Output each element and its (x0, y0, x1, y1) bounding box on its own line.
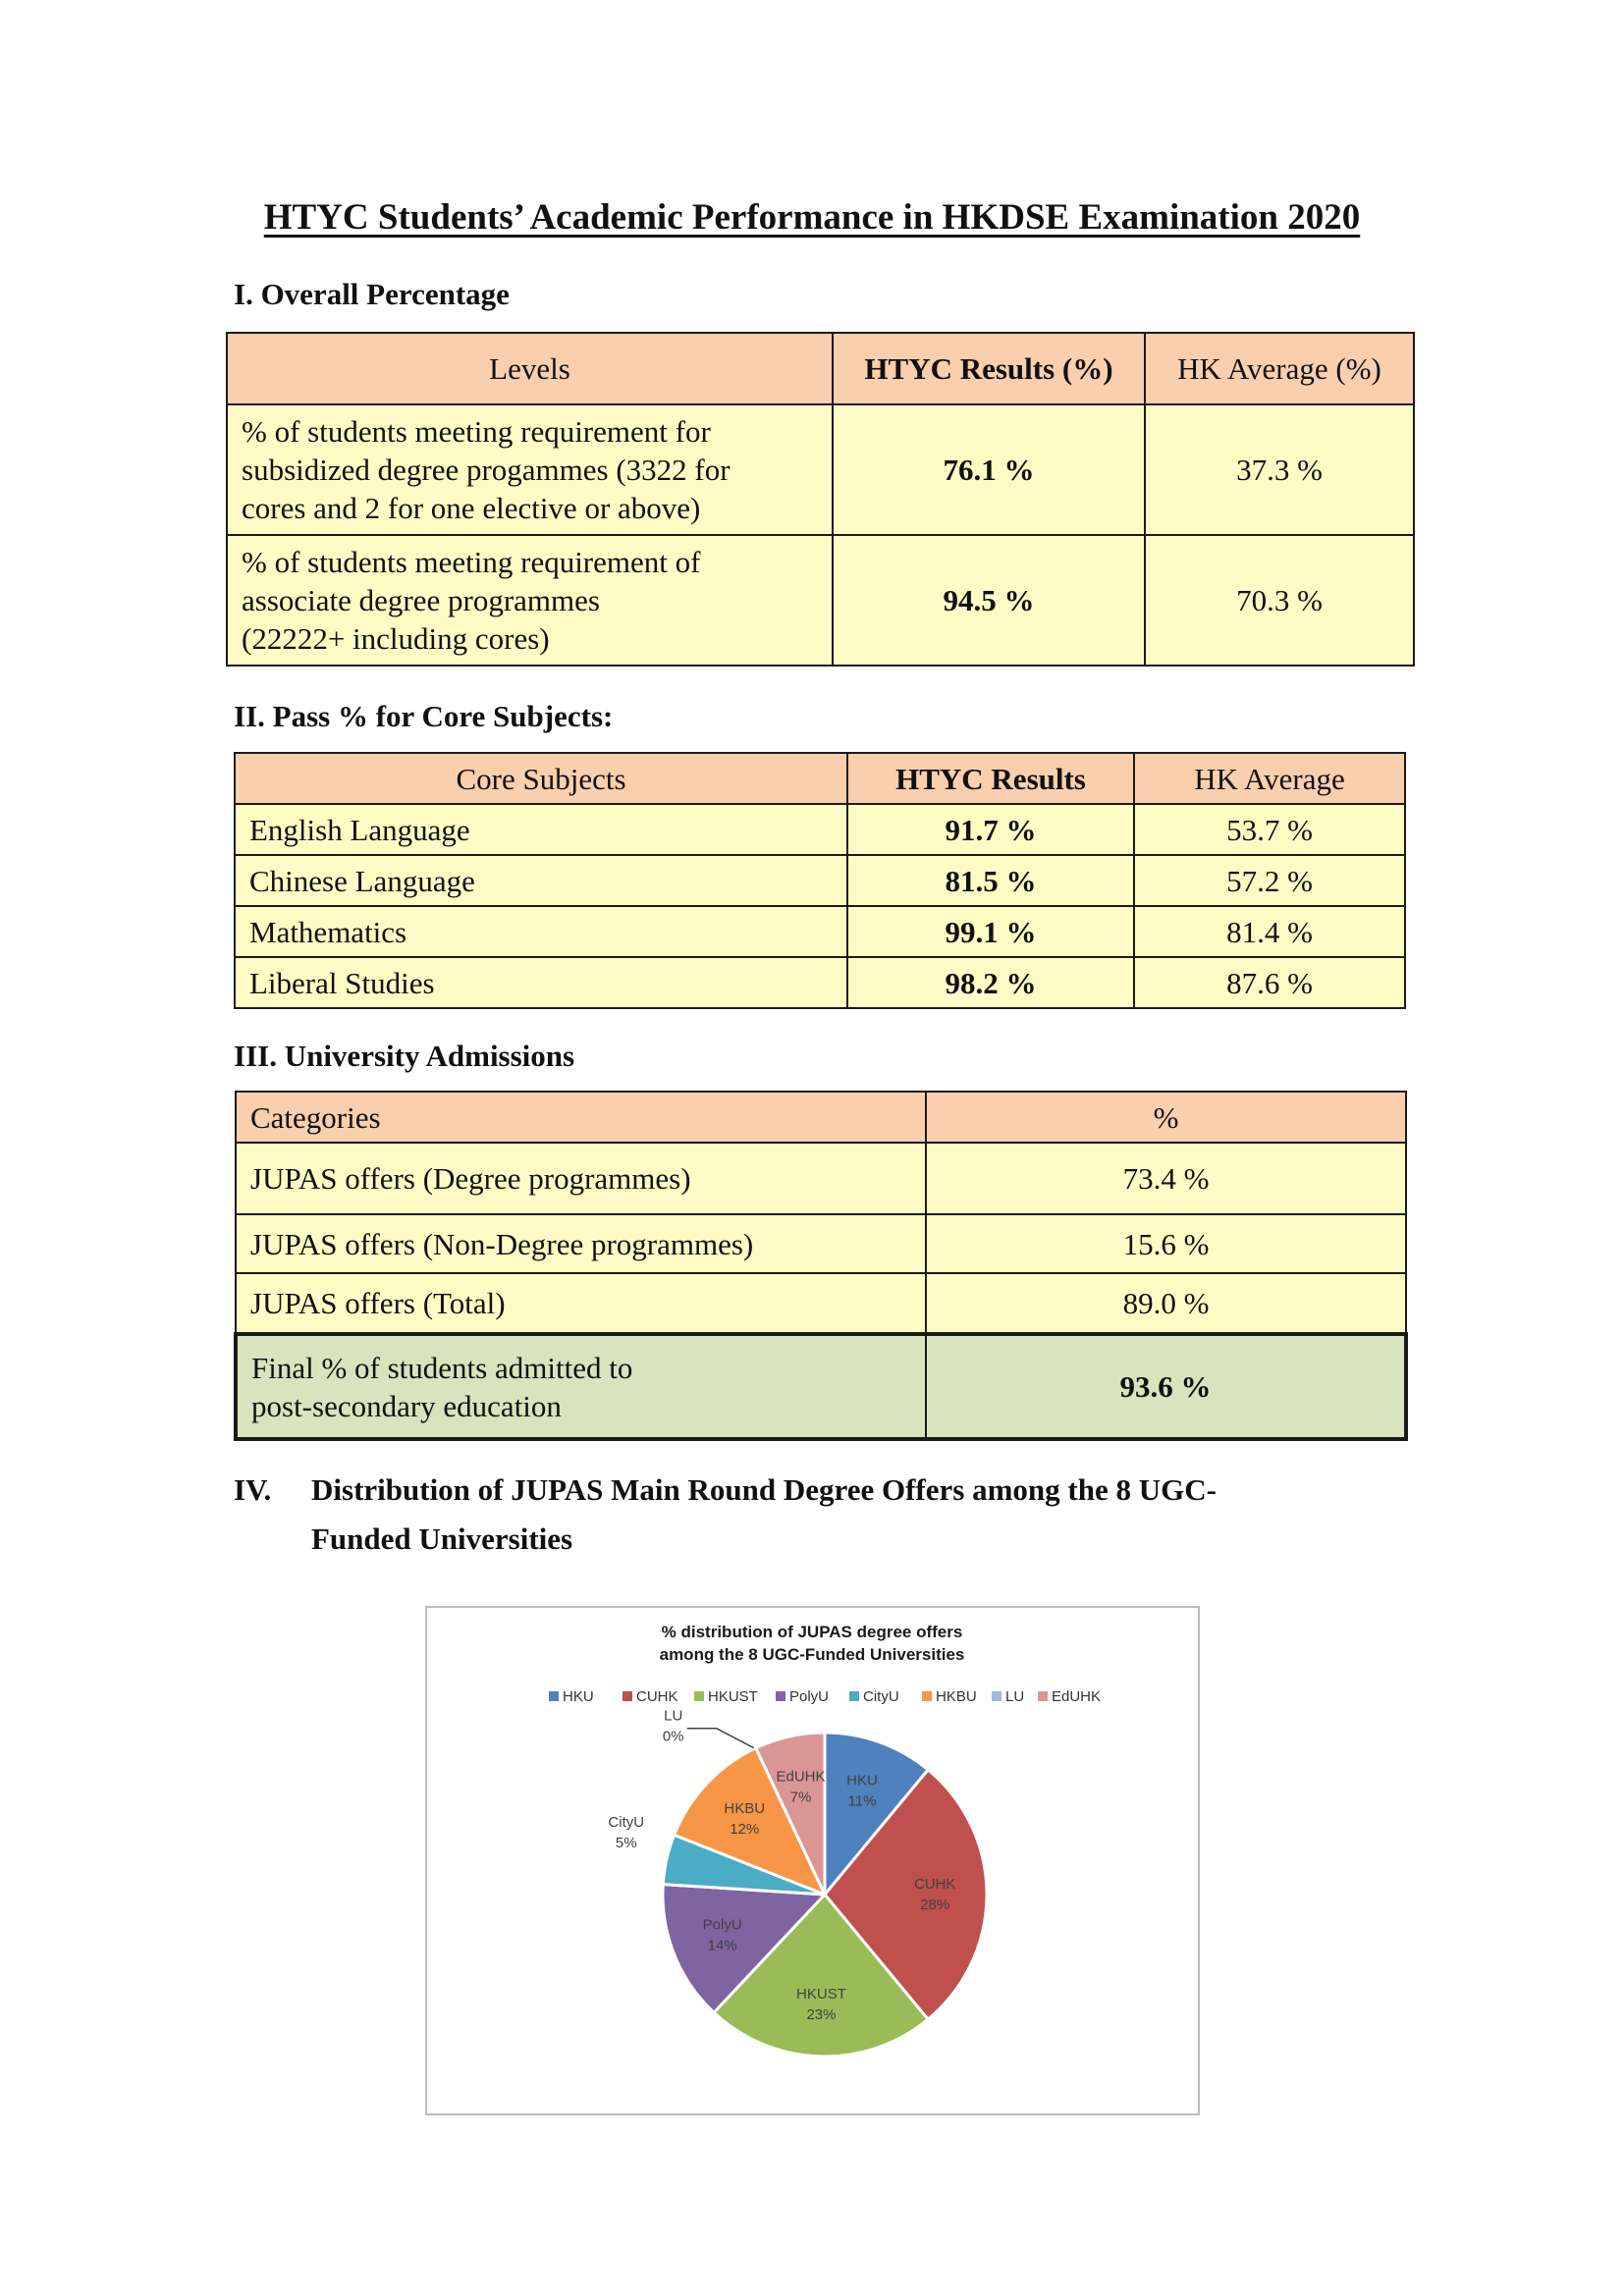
level-line: (22222+ including cores) (242, 621, 550, 656)
legend-swatch-hkbu (922, 1691, 932, 1701)
table-row (227, 404, 1414, 535)
table-row (236, 1143, 1406, 1214)
slice-value-hku: 11% (847, 1792, 877, 1810)
legend-label-hkbu: HKBU (936, 1688, 977, 1705)
table-header-row (227, 333, 1414, 404)
level-line: % of students meeting requirement of (242, 545, 701, 579)
legend-label-hku: HKU (563, 1688, 594, 1705)
slice-value-hkbu: 12% (730, 1821, 760, 1839)
legend-swatch-hku (549, 1691, 559, 1701)
level-description (227, 535, 833, 666)
level-line: cores and 2 for one elective or above) (242, 491, 701, 525)
section-2-heading: II. Pass % for Core Subjects: (234, 699, 614, 733)
slice-label-lu: LU (664, 1707, 683, 1725)
header-levels: Levels (227, 333, 833, 404)
category-name: JUPAS offers (Total) (236, 1273, 926, 1334)
overall-percentage-table (226, 332, 1415, 667)
subject-name: Liberal Studies (235, 957, 847, 1008)
table-row (236, 1273, 1406, 1334)
htyc-value: 99.1 % (847, 906, 1134, 957)
final-label-line: Final % of students admitted to (251, 1350, 633, 1385)
table-header-row (236, 1092, 1406, 1143)
section-4-heading-line-1: Distribution of JUPAS Main Round Degree Offers among the 8 UGC- (311, 1472, 1217, 1507)
section-3-heading: III. University Admissions (234, 1039, 575, 1073)
table-header-row (235, 753, 1405, 804)
slice-label-cityu: CityU (608, 1814, 645, 1832)
legend-label-cuhk: CUHK (636, 1688, 678, 1705)
final-label-line: post-secondary education (251, 1388, 562, 1423)
chart-title-line-1: % distribution of JUPAS degree offers (661, 1623, 963, 1641)
slice-value-cityu: 5% (615, 1835, 637, 1852)
chart-legend (549, 1688, 1101, 1705)
slice-value-polyu: 14% (707, 1937, 737, 1954)
legend-swatch-polyu (776, 1691, 785, 1701)
core-subjects-table (234, 752, 1406, 1009)
table-row (236, 1214, 1406, 1273)
hk-value: 70.3 % (1145, 535, 1414, 666)
category-value: 73.4 % (926, 1143, 1406, 1214)
table-row (235, 855, 1405, 906)
section-1-heading: I. Overall Percentage (234, 277, 510, 311)
level-line: associate degree programmes (242, 583, 600, 617)
slice-value-eduhk: 7% (789, 1789, 812, 1806)
slice-label-hkust: HKUST (796, 1986, 846, 2003)
header-hk-average: HK Average (1134, 753, 1405, 804)
header-htyc-results: HTYC Results (%) (833, 333, 1145, 404)
category-value: 15.6 % (926, 1214, 1406, 1273)
table-row (227, 535, 1414, 666)
legend-label-eduhk: EdUHK (1052, 1688, 1102, 1705)
slice-value-cuhk: 28% (920, 1896, 950, 1913)
header-hk-average: HK Average (%) (1145, 333, 1414, 404)
level-line: subsidized degree progammes (3322 for (242, 453, 731, 487)
header-htyc-results: HTYC Results (847, 753, 1134, 804)
leader-line-lu (687, 1729, 754, 1748)
legend-label-polyu: PolyU (789, 1688, 830, 1705)
level-description (227, 404, 833, 535)
document-title: HTYC Students’ Academic Performance in HKDSE Examination 2020 (263, 197, 1361, 238)
slice-value-hkust: 23% (806, 2006, 837, 2024)
legend-swatch-lu (992, 1691, 1001, 1701)
legend-label-cityu: CityU (863, 1688, 899, 1705)
htyc-value: 81.5 % (847, 855, 1134, 906)
htyc-value: 91.7 % (847, 804, 1134, 855)
legend-swatch-hkust (694, 1691, 704, 1701)
table-row (235, 957, 1405, 1008)
legend-swatch-cuhk (623, 1691, 632, 1701)
slice-label-eduhk: EdUHK (776, 1768, 826, 1786)
section-4-heading-line-2: Funded Universities (311, 1522, 573, 1556)
chart-title-line-2: among the 8 UGC-Funded Universities (659, 1645, 965, 1664)
table-row (235, 804, 1405, 855)
slice-value-lu: 0% (662, 1728, 684, 1745)
legend-label-hkust: HKUST (708, 1688, 758, 1705)
slice-label-hku: HKU (846, 1772, 878, 1789)
category-name: JUPAS offers (Non-Degree programmes) (236, 1214, 926, 1273)
htyc-value: 98.2 % (847, 957, 1134, 1008)
legend-swatch-cityu (849, 1691, 859, 1701)
category-value: 89.0 % (926, 1273, 1406, 1334)
hk-value: 87.6 % (1134, 957, 1405, 1008)
subject-name: Mathematics (235, 906, 847, 957)
htyc-value: 94.5 % (833, 535, 1145, 666)
table-row (235, 906, 1405, 957)
subject-name: Chinese Language (235, 855, 847, 906)
slice-label-hkbu: HKBU (724, 1800, 766, 1818)
university-admissions-table (234, 1091, 1408, 1441)
pie-chart (427, 1608, 1198, 2113)
final-label (236, 1334, 926, 1439)
htyc-value: 76.1 % (833, 404, 1145, 535)
header-core-subjects: Core Subjects (235, 753, 847, 804)
category-name: JUPAS offers (Degree programmes) (236, 1143, 926, 1214)
slice-label-cuhk: CUHK (913, 1876, 956, 1893)
hk-value: 57.2 % (1134, 855, 1405, 906)
header-percent: % (926, 1092, 1406, 1143)
subject-name: English Language (235, 804, 847, 855)
pie-chart-frame (425, 1606, 1200, 2115)
hk-value: 53.7 % (1134, 804, 1405, 855)
header-categories: Categories (236, 1092, 926, 1143)
slice-label-polyu: PolyU (702, 1916, 742, 1934)
final-admission-row (236, 1334, 1406, 1439)
section-4-number: IV. (234, 1472, 272, 1507)
hk-value: 81.4 % (1134, 906, 1405, 957)
final-value: 93.6 % (926, 1334, 1406, 1439)
hk-value: 37.3 % (1145, 404, 1414, 535)
legend-label-lu: LU (1005, 1688, 1025, 1705)
legend-swatch-eduhk (1038, 1691, 1048, 1701)
level-line: % of students meeting requirement for (242, 414, 711, 449)
